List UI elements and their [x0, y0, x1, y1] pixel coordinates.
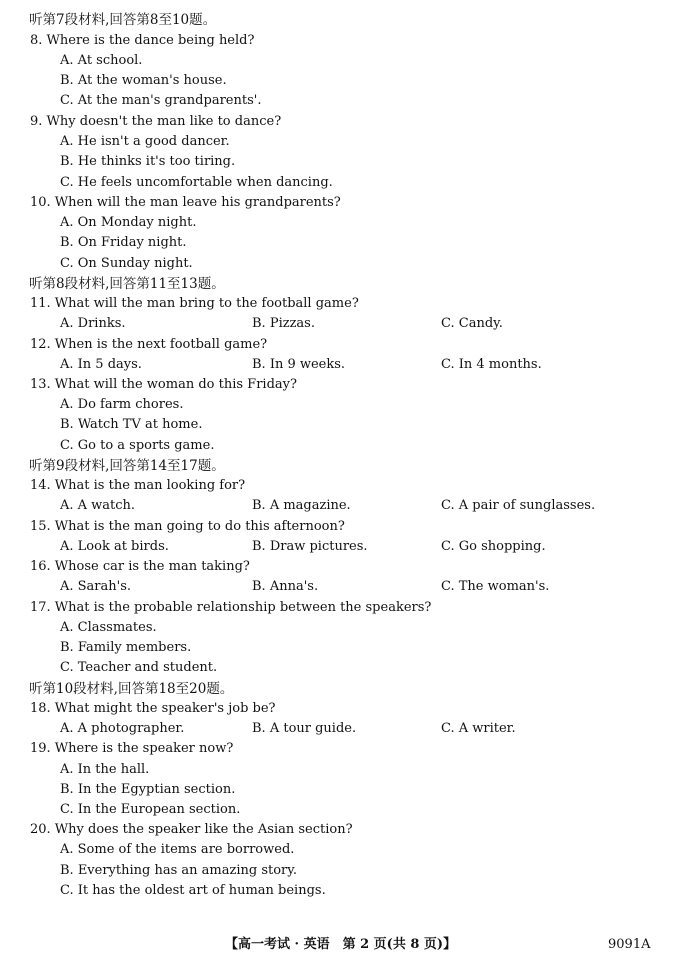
question-19: 19. Where is the speaker now? [30, 741, 234, 756]
option-b: B. Watch TV at home. [60, 417, 203, 432]
option-b: B. In 9 weeks. [252, 357, 346, 372]
footer-exam-code: 9091A [608, 937, 651, 952]
section-heading: 听第7段材料,回答第8至10题。 [29, 12, 217, 28]
option-b: B. Family members. [60, 640, 192, 655]
option-b: B. Draw pictures. [252, 539, 368, 554]
option-c: C. Candy. [441, 316, 503, 331]
section-heading: 听第9段材料,回答第14至17题。 [29, 458, 225, 474]
option-a: A. Some of the items are borrowed. [60, 842, 295, 857]
option-a: A. A photographer. [60, 721, 185, 736]
question-20: 20. Why does the speaker like the Asian section? [30, 822, 353, 837]
option-b: B. Pizzas. [252, 316, 315, 331]
question-10: 10. When will the man leave his grandparents? [30, 195, 341, 210]
option-c: C. In 4 months. [441, 357, 542, 372]
option-c: C. The woman's. [441, 579, 550, 594]
option-c: C. Go shopping. [441, 539, 546, 554]
page-footer [0, 935, 677, 955]
option-a: A. Classmates. [60, 620, 157, 635]
option-c: C. A pair of sunglasses. [441, 498, 596, 513]
option-b: B. At the woman's house. [60, 73, 227, 88]
option-b: B. He thinks it's too tiring. [60, 154, 236, 169]
option-b: B. On Friday night. [60, 235, 187, 250]
option-c: C. A writer. [441, 721, 516, 736]
section-heading: 听第10段材料,回答第18至20题。 [29, 681, 234, 697]
question-13: 13. What will the woman do this Friday? [30, 377, 297, 392]
question-8: 8. Where is the dance being held? [30, 33, 255, 48]
option-a: A. Drinks. [60, 316, 126, 331]
option-b: B. Anna's. [252, 579, 319, 594]
option-c: C. At the man's grandparents'. [60, 93, 262, 108]
question-16: 16. Whose car is the man taking? [30, 559, 250, 574]
option-c: C. Teacher and student. [60, 660, 218, 675]
question-11: 11. What will the man bring to the football game? [30, 296, 359, 311]
question-18: 18. What might the speaker's job be? [30, 701, 276, 716]
question-9: 9. Why doesn't the man like to dance? [30, 114, 282, 129]
question-14: 14. What is the man looking for? [30, 478, 246, 493]
option-a: A. At school. [60, 53, 143, 68]
option-a: A. A watch. [60, 498, 136, 513]
option-b: B. In the Egyptian section. [60, 782, 236, 797]
footer-page-info: 【高一考试 · 英语 第 2 页(共 8 页)】 [225, 937, 457, 952]
option-b: B. A tour guide. [252, 721, 357, 736]
section-heading: 听第8段材料,回答第11至13题。 [29, 276, 225, 292]
question-17: 17. What is the probable relationship between the speakers? [30, 600, 432, 615]
option-c: C. It has the oldest art of human beings. [60, 883, 326, 898]
question-15: 15. What is the man going to do this afternoon? [30, 519, 345, 534]
option-a: A. Sarah's. [60, 579, 132, 594]
option-a: A. Do farm chores. [60, 397, 184, 412]
option-a: A. In the hall. [60, 762, 150, 777]
option-c: C. Go to a sports game. [60, 438, 215, 453]
option-a: A. Look at birds. [60, 539, 169, 554]
option-a: A. He isn't a good dancer. [60, 134, 230, 149]
option-b: B. Everything has an amazing story. [60, 863, 298, 878]
option-a: A. In 5 days. [60, 357, 142, 372]
option-c: C. He feels uncomfortable when dancing. [60, 175, 333, 190]
question-12: 12. When is the next football game? [30, 337, 268, 352]
option-a: A. On Monday night. [60, 215, 197, 230]
option-b: B. A magazine. [252, 498, 351, 513]
option-c: C. On Sunday night. [60, 256, 193, 271]
option-c: C. In the European section. [60, 802, 241, 817]
